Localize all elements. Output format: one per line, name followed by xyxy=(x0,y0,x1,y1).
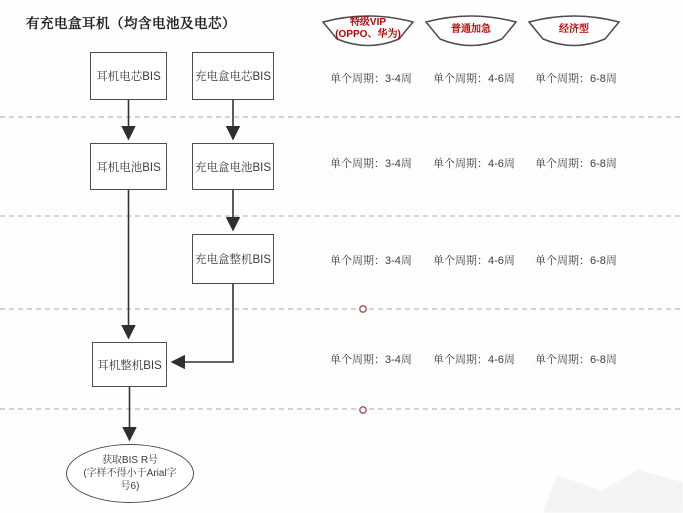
node-case-battery-bis: 充电盒电池BIS xyxy=(192,143,274,190)
cycle-cell-r3-economy: 单个周期：6-8周 xyxy=(535,255,617,267)
cycle-cell-r2-express: 单个周期：4-6周 xyxy=(433,158,515,170)
divider-marker-circle-2 xyxy=(360,407,366,413)
tier-label-express-name: 普通加急 xyxy=(451,23,491,35)
tier-label-vip xyxy=(322,14,414,44)
arrow-case-unit-to-earphone-unit xyxy=(172,284,233,362)
result-line-1: 获取BIS R号 xyxy=(101,455,159,466)
node-case-cell-bis: 充电盒电芯BIS xyxy=(192,52,274,100)
cycle-cell-r4-vip: 单个周期：3-4周 xyxy=(330,354,412,366)
cycle-cell-r3-vip: 单个周期：3-4周 xyxy=(330,255,412,267)
tier-label-economy-name: 经济型 xyxy=(559,23,589,35)
result-ellipse xyxy=(66,444,194,503)
result-line-3: 号6) xyxy=(120,481,140,492)
cycle-cell-r2-economy: 单个周期：6-8周 xyxy=(535,158,617,170)
node-case-unit-bis: 充电盒整机BIS xyxy=(192,234,274,284)
page-title: 有充电盒耳机（均含电池及电芯） xyxy=(26,16,236,31)
tier-label-vip-name: 特级VIP xyxy=(349,16,387,28)
cycle-cell-r2-vip: 单个周期：3-4周 xyxy=(330,158,412,170)
cycle-cell-r1-express: 单个周期：4-6周 xyxy=(433,73,515,85)
tier-label-economy xyxy=(528,15,620,45)
tier-label-vip-sub: (OPPO、华为) xyxy=(335,29,401,40)
cycle-cell-r1-vip: 单个周期：3-4周 xyxy=(330,73,412,85)
cycle-cell-r3-express: 单个周期：4-6周 xyxy=(433,255,515,267)
divider-marker-circle-1 xyxy=(360,306,366,312)
cycle-cell-r1-economy: 单个周期：6-8周 xyxy=(535,73,617,85)
tier-label-express xyxy=(425,15,517,45)
result-line-2: (字样不得小于Arial字 xyxy=(83,468,177,479)
cycle-cell-r4-express: 单个周期：4-6周 xyxy=(433,354,515,366)
cycle-cell-r4-economy: 单个周期：6-8周 xyxy=(535,354,617,366)
node-earphone-unit-bis: 耳机整机BIS xyxy=(92,342,167,387)
node-earphone-cell-bis: 耳机电芯BIS xyxy=(90,52,167,100)
node-earphone-battery-bis: 耳机电池BIS xyxy=(90,143,167,190)
